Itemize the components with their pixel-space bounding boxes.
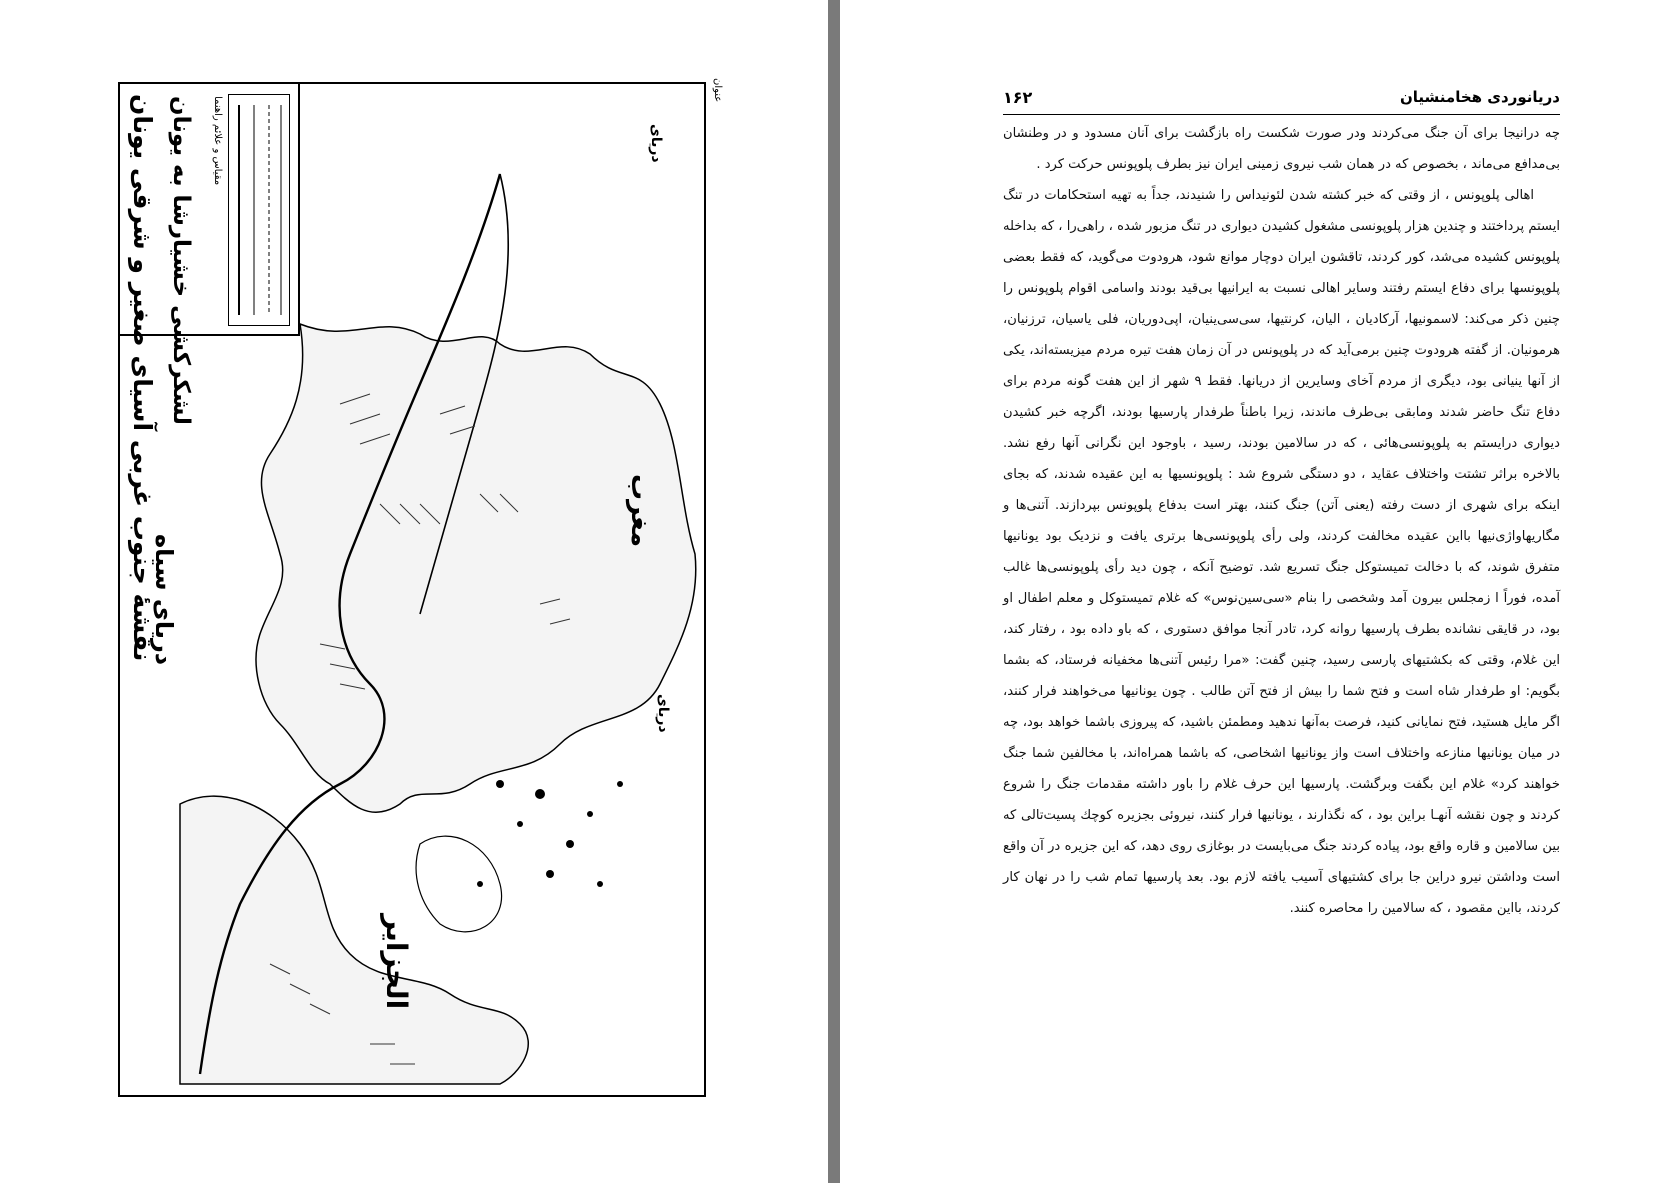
island-outline bbox=[416, 836, 501, 932]
label-black-sea: دریای سیاه bbox=[150, 534, 178, 666]
running-title: دریانوردی هخامنشیان bbox=[1399, 88, 1560, 106]
islands bbox=[477, 780, 623, 887]
legend-note: مقیاس و علائم راهنما bbox=[212, 96, 223, 186]
legend-title-2: لشکرکشی خشیارشا به یونان bbox=[168, 96, 194, 425]
header-rule bbox=[1003, 114, 1560, 115]
page-number: ۱۶۲ bbox=[1003, 88, 1033, 107]
label-right-mid-sea: دریای bbox=[655, 694, 671, 733]
paragraph: اهالی پلوپونس ، از وقتی که خبر کشته شدن لئونیداس را شنیدند، جداً به تهیه استحکامات در تنگ ایستم پرداختند و چندین هزار پلوپونسی مشغول کشیدن دیواری در تنگ مزبور شده ، راهی‌را ، که بداخله پلوپونس کشیده می‌شد، کور کردند، تاقشون ایران دوچار موانع شود، هرودوت می‌گوید، که فقط بعضی پلوپونسها برای دفاع ایستم رفتند وسایر اهالی نسبت به ایرانیها بی‌قید بودند واسامی اقوام پلوپونس را چنین ذکر می‌کند: لاسمونیها، آرکادیان ، الیان، کرنتیها، سی‌سی‌ینیان، اپی‌دوریان، فلی یاسیان، ترزنیان، هرمونیان. از گفته هرودوت چنین برمی‌آید که در پلوپونس در آن زمان هفت تیره مردم میزیسته‌اند، یکی از آنها ینیانی بود، دیگری از مردم آخای وسایرین از دریانها. فقط ۹ شهر از این هفت گونه مردم برای دفاع تنگ حاضر شدند ومابقی بی‌طرف ماندند، زیرا باطناً طرفدار پارسیها بودند، اگرچه خبر کشیدن دیواری درایستم به پلوپونسی‌هائی ، که در سالامین بودند، رسید ، باوجود این نگرانی آنها رفع نشد. بالاخره براثر تشتت واختلاف عقاید ، دو دستگی شروع شد : پلوپونسیها به این عقیده شدند، که بجای اینکه برای شهری از دست رفته (یعنی آتن) جنگ کنند، بهتر است بدفاع پلوپونس بپردازند. آتنی‌ها و مگاریهاواژی‌نیها بااین عقیده مخالفت کردند، ولی رأی پلوپونسی‌ها برتری یافت و نزدیک بود یونانیها متفرق شوند، که با دخالت تمیستوکل جنگ تسریع شد. توضیح آنکه ، چون دید رأی پلوپونسی‌ها غالب آمده، فوراً ا زمجلس بیرون آمد وشخصی را بنام «سی‌سین‌نوس» که غلام تمیستوکل و معلم اطفال او بود، در قایقی نشانده بطرف پارسیها روانه کرد، تادر آنجا موافق دستوری ، که باو داده بود ، رفتار کند، این غلام، وقتی که بکشتیهای پارسی رسید، چنین گفت: «مرا رئیس آتنی‌ها مخفیانه فرستاد، که بشما بگویم: او طرفدار شاه است و فتح شما را بیش از فتح آتن طالب . چون یونانیها می‌خواهند فرار کنند، اگر مایل هستید، فتح نمایانی کنید، فرصت به‌آنها ندهید ومطمئن باشید، که پیروزی باشما خواهد بود، چه در میان یونانیها منازعه واختلاف است واز یونانیها اشخاصی، که باشما همراه‌اند، با مخالفین شما جنگ خواهند کرد» غلام این بگفت وبرگشت. پارسیها این حرف غلام را باور داشته مقدمات جنگ را شروع کردند و چون نقشه آنهـا براین بود ، که نگذارند ، یونانیها فرار کنند، نیروئی بجزیره کوچك پسیت‌تالی که بین سالامین و قاره واقع بود، پیاده کردند جنگ می‌بایست در بوغازی روی دهد، که این جزیره در آن واقع است وداشتن نیرو دراین جا برای کشتیهای آسیب یافته لازم بود. بعد پارسیها تمام شب را در نهان کار کردند، بااین مقصود ، که سالامین را محاصره کنند. bbox=[1003, 188, 1560, 916]
map-margin-note: عنوان bbox=[712, 78, 723, 103]
legend-title-1: نقشهٔ جنوب غربی آسیای صغیر و شرقی یونان bbox=[128, 94, 157, 662]
page-gutter bbox=[828, 0, 840, 1183]
body-text bbox=[1003, 118, 1560, 924]
label-top-right-sea: دریای bbox=[648, 124, 664, 163]
coastline-south bbox=[180, 796, 528, 1084]
paragraph: چه درانیجا برای آن جنگ می‌کردند ودر صورت شکست راه بازگشت برای آنان مسدود و در وطنشان بی‌مدافع می‌ماند ، بخصوص که در همان شب نیروی زمینی ایران نیز بطرف پلوپونس حرکت کرد . bbox=[1003, 126, 1560, 172]
label-aegean: الجزایر bbox=[380, 914, 413, 1010]
legend-scale-key bbox=[228, 94, 290, 326]
coastline-main bbox=[256, 324, 696, 812]
map-plate bbox=[118, 82, 706, 1097]
label-west-sea: مغرب bbox=[625, 474, 655, 548]
left-page bbox=[0, 0, 828, 1183]
